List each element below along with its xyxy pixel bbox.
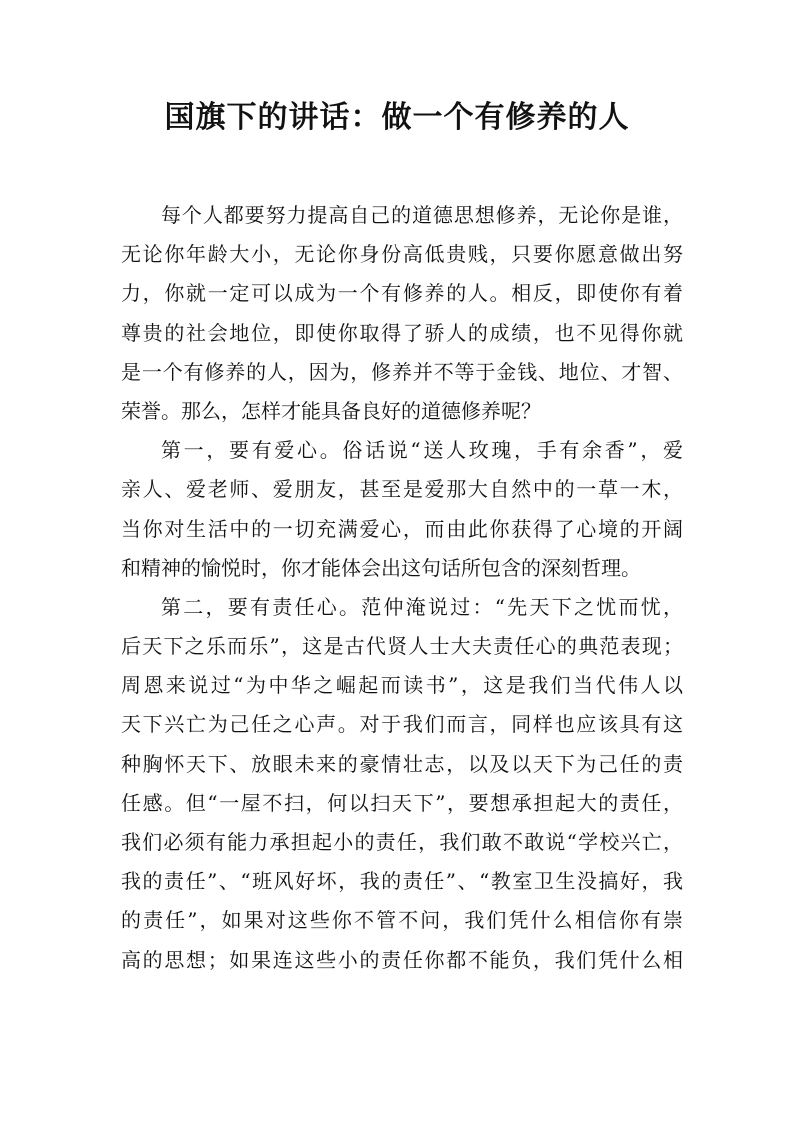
paragraph-3-line-9: 的责任”，如果对这些你不管不问，我们凭什么相信你有崇 bbox=[121, 908, 683, 933]
paragraph-1-line-5: 是一个有修养的人，因为，修养并不等于金钱、地位、才智、 bbox=[121, 359, 683, 384]
paragraph-3-line-2: 后天下之乐而乐”，这是古代贤人士大夫责任心的典范表现； bbox=[121, 634, 683, 659]
paragraph-2-line-3: 当你对生活中的一切充满爱心，而由此你获得了心境的开阔 bbox=[121, 516, 683, 541]
paragraph-3-line-5: 种胸怀天下、放眼未来的豪情壮志，以及以天下为己任的责 bbox=[121, 751, 683, 776]
document-body bbox=[121, 196, 683, 980]
paragraph-2-line-2: 亲人、爱老师、爱朋友，甚至是爱那大自然中的一草一木， bbox=[121, 477, 683, 502]
paragraph-1-line-2: 无论你年龄大小，无论你身份高低贵贱，只要你愿意做出努 bbox=[121, 242, 683, 267]
paragraph-3-line-3: 周恩来说过“为中华之崛起而读书”，这是我们当代伟人以 bbox=[121, 673, 683, 698]
paragraph-2-line-1: 第一，要有爱心。俗话说“送人玫瑰，手有余香”，爱 bbox=[161, 438, 683, 463]
paragraph-1-line-1: 每个人都要努力提高自己的道德思想修养，无论你是谁， bbox=[161, 203, 683, 227]
paragraph-2-line-4: 和精神的愉悦时，你才能体会出这句话所包含的深刻哲理。 bbox=[121, 555, 641, 580]
paragraph-3-line-1: 第二，要有责任心。范仲淹说过：“先天下之忧而忧， bbox=[161, 594, 683, 619]
paragraph-1-line-3: 力，你就一定可以成为一个有修养的人。相反，即使你有着 bbox=[121, 281, 683, 306]
paragraph-3-line-7: 我们必须有能力承担起小的责任，我们敢不敢说“学校兴亡， bbox=[121, 830, 683, 854]
paragraph-3-line-10: 高的思想；如果连这些小的责任你都不能负，我们凭什么相 bbox=[121, 947, 683, 972]
paragraph-3-line-4: 天下兴亡为己任之心声。对于我们而言，同样也应该具有这 bbox=[121, 712, 683, 737]
paragraph-1-line-6: 荣誉。那么，怎样才能具备良好的道德修养呢？ bbox=[121, 398, 541, 423]
paragraph-3-line-6: 任感。但“一屋不扫，何以扫天下”，要想承担起大的责任， bbox=[121, 790, 683, 815]
paragraph-3-line-8: 我的责任”、“班风好坏，我的责任”、“教室卫生没搞好，我 bbox=[121, 869, 683, 894]
document-title: 国旗下的讲话：做一个有修养的人 bbox=[164, 100, 630, 135]
paragraph-1-line-4: 尊贵的社会地位，即使你取得了骄人的成绩，也不见得你就 bbox=[121, 320, 683, 345]
